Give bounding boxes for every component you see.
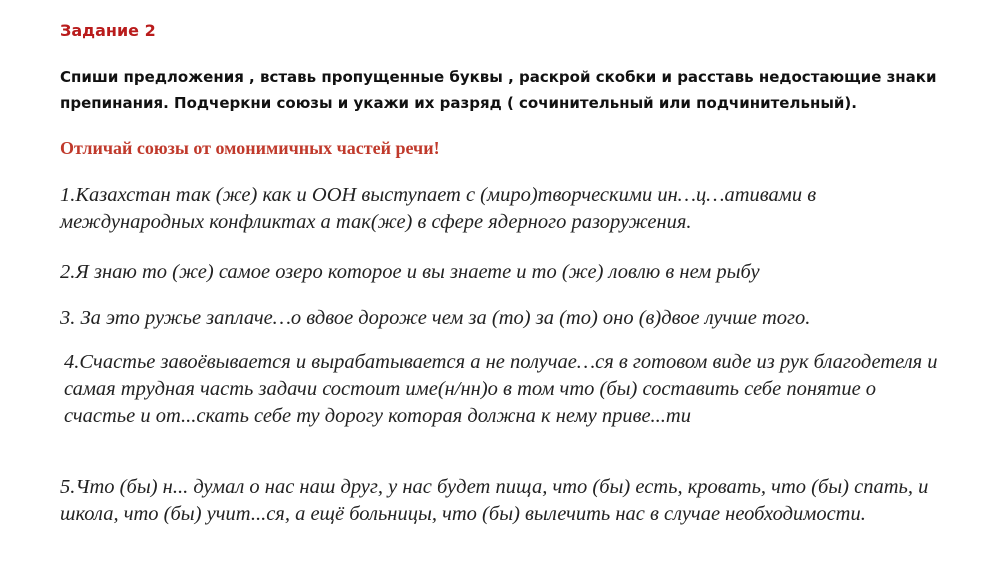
sentence-1: 1.Казахстан так (же) как и ООН выступает с (миро)творческими ин…ц…ативами в международных конфликтах а так(же) в сфере ядерного разоружения.	[60, 184, 817, 233]
task-title: Задание 2	[60, 21, 156, 40]
sentence-5: 5.Что (бы) н... думал о нас наш друг, у нас будет пища, что (бы) есть, кровать, что (бы) спать, и школа, что (бы) учит...ся, а ещё больницы, что (бы) вылечить нас в случае необходимости.	[60, 476, 929, 525]
sentence-3: 3. За это ружье заплаче…о вдвое дороже чем за (то) за (то) оно (в)двое лучше того.	[60, 307, 811, 329]
task-warning: Отличай союзы от омонимичных частей речи!	[60, 138, 440, 158]
sentence-2: 2.Я знаю то (же) самое озеро которое и вы знаете и то (же) ловлю в нем рыбу	[60, 261, 760, 283]
sentence-4: 4.Счастье завоёвывается и вырабатывается а не получае…ся в готовом виде из рук благодетеля и самая трудная часть задачи состоит име(н/нн)о в том что (бы) составить себе понятие о счастье и от...скать себе ту дорогу которая должна к нему приве...ти	[64, 351, 938, 427]
task-instruction: Спиши предложения , вставь пропущенные буквы , раскрой скобки и расставь недостающие знаки препинания. Подчеркни союзы и укажи их разряд ( сочинительный или подчинительный).	[60, 68, 937, 112]
